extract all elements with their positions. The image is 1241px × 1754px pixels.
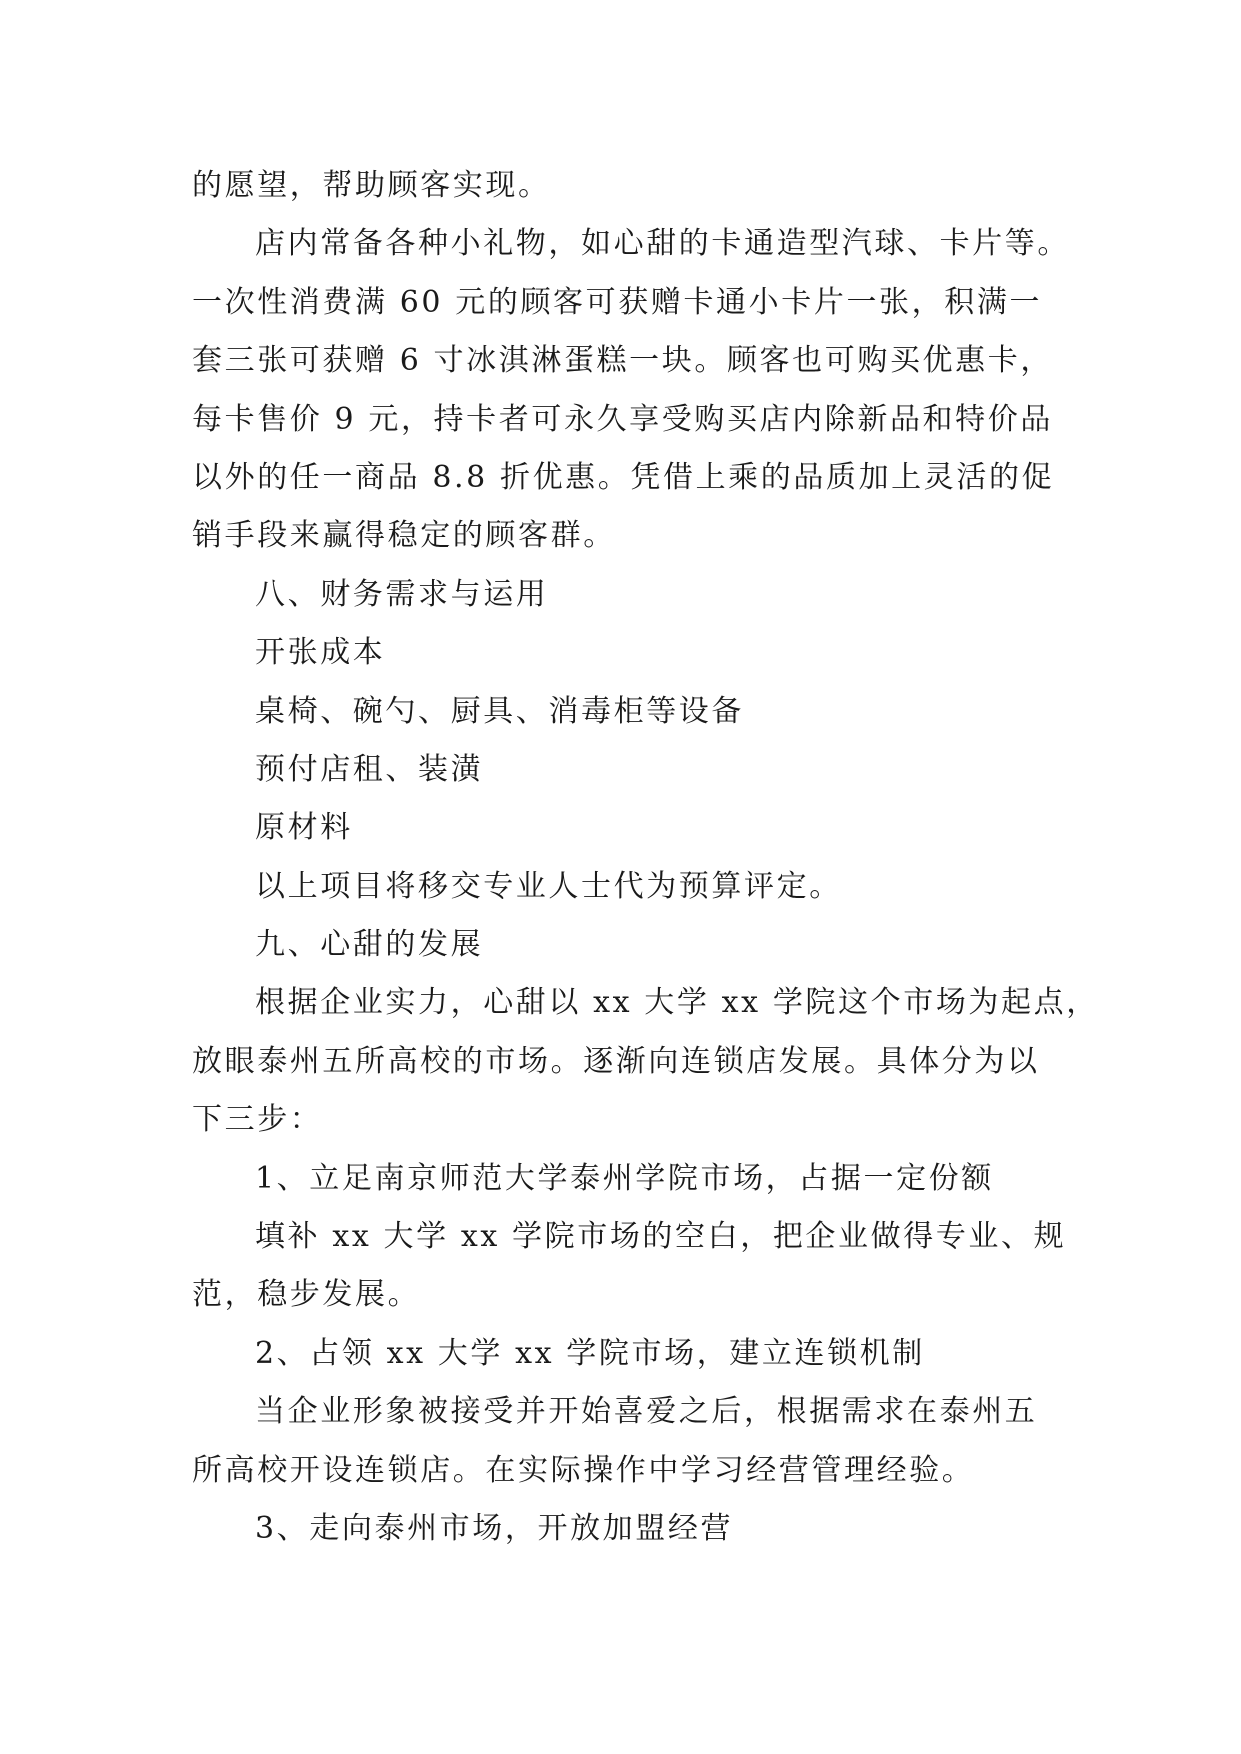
text-line: 原材料 xyxy=(255,810,353,846)
text-line: 根据企业实力，心甜以 xx 大学 xx 学院这个市场为起点， xyxy=(255,985,1099,1021)
text-line: 以上项目将移交专业人士代为预算评定。 xyxy=(255,868,842,904)
text-line: 一次性消费满 60 元的顾客可获赠卡通小卡片一张，积满一 xyxy=(192,284,1043,320)
text-line: 开张成本 xyxy=(255,635,386,671)
subsection-heading: 2、占领 xx 大学 xx 学院市场，建立连锁机制 xyxy=(255,1335,925,1371)
text-line: 填补 xx 大学 xx 学院市场的空白，把企业做得专业、规 xyxy=(255,1219,1067,1255)
subsection-heading: 1、立足南京师范大学泰州学院市场，占据一定份额 xyxy=(255,1160,994,1196)
text-line: 预付店租、装潢 xyxy=(255,751,484,787)
section-heading: 八、财务需求与运用 xyxy=(255,576,549,612)
text-line: 当企业形象被接受并开始喜爱之后，根据需求在泰州五 xyxy=(255,1394,1038,1430)
text-line: 的愿望，帮助顾客实现。 xyxy=(192,168,551,203)
section-heading: 九、心甜的发展 xyxy=(255,927,484,963)
text-line: 套三张可获赠 6 寸冰淇淋蛋糕一块。顾客也可购买优惠卡， xyxy=(192,343,1053,379)
text-line: 桌椅、碗勺、厨具、消毒柜等设备 xyxy=(255,693,744,729)
text-line: 以外的任一商品 8.8 折优惠。凭借上乘的品质加上灵活的促 xyxy=(192,459,1055,495)
text-line: 销手段来赢得稳定的顾客群。 xyxy=(192,518,616,554)
text-line: 放眼泰州五所高校的市场。逐渐向连锁店发展。具体分为以 xyxy=(192,1043,1040,1079)
text-line: 每卡售价 9 元，持卡者可永久享受购买店内除新品和特价品 xyxy=(192,401,1053,437)
document-body xyxy=(192,157,1099,1558)
text-line: 范，稳步发展。 xyxy=(192,1277,421,1313)
text-line: 下三步： xyxy=(192,1102,323,1138)
subsection-heading: 3、走向泰州市场，开放加盟经营 xyxy=(255,1510,734,1546)
text-line: 店内常备各种小礼物，如心甜的卡通造型汽球、卡片等。 xyxy=(255,226,1070,262)
text-line: 所高校开设连锁店。在实际操作中学习经营管理经验。 xyxy=(192,1452,975,1488)
